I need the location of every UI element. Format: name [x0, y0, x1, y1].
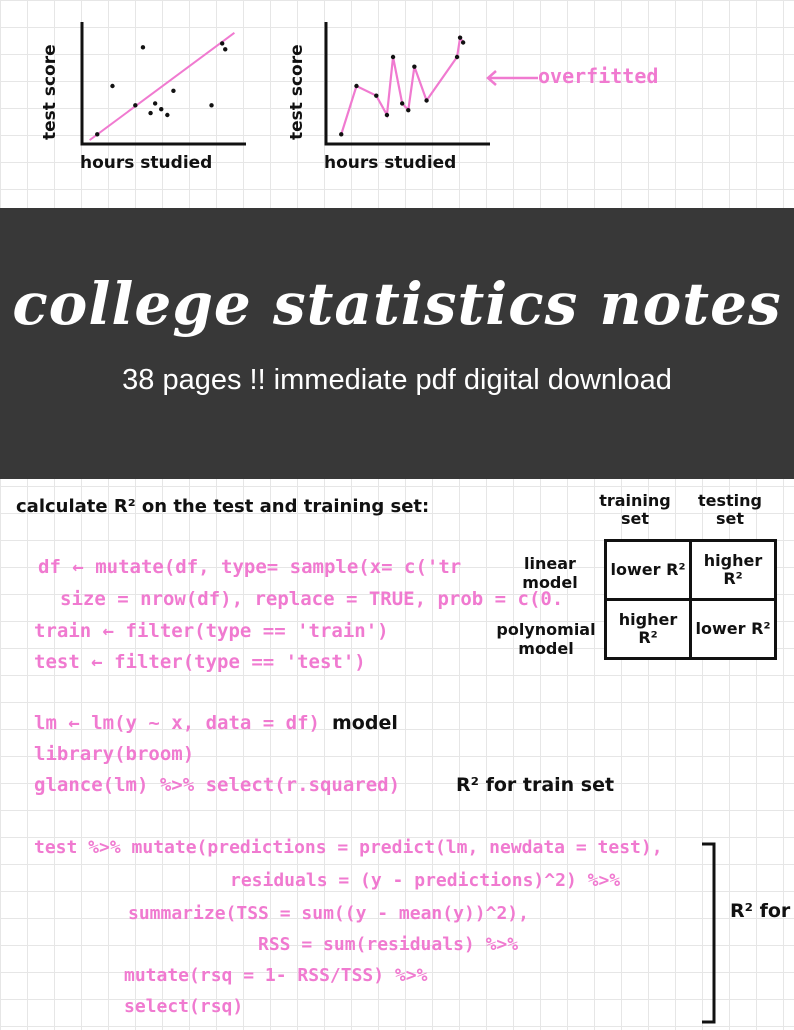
model-label: model: [332, 712, 398, 734]
col-header-testing: testing set: [698, 491, 762, 528]
data-point: [165, 113, 169, 117]
data-point: [354, 84, 358, 88]
chart1-ylabel: test score: [40, 44, 60, 140]
code-line: test %>% mutate(predictions = predict(lm, newdata = test),: [34, 837, 663, 858]
cell-linear-test: higher R²: [691, 541, 776, 600]
code-line: train ← filter(type == 'train'): [34, 620, 389, 642]
data-point: [406, 108, 410, 112]
r2-table: [604, 539, 777, 660]
library-code: library(broom): [34, 743, 195, 765]
data-point: [110, 84, 114, 88]
data-point: [171, 89, 175, 93]
row-header-linear: linear model: [522, 554, 578, 592]
data-point: [148, 111, 152, 115]
test-r2-label: R² for: [730, 900, 791, 922]
train-r2-label: R² for train set: [456, 774, 615, 796]
data-point: [458, 35, 462, 39]
banner-title: college statistics notes: [12, 270, 782, 338]
data-point: [400, 101, 404, 105]
overfit-chart: [320, 22, 490, 150]
glance-code: glance(lm) %>% select(r.squared): [34, 774, 401, 796]
data-point: [424, 98, 428, 102]
code-line: mutate(rsq = 1- RSS/TSS) %>%: [124, 965, 428, 986]
data-point: [209, 103, 213, 107]
cell-poly-test: lower R²: [691, 600, 776, 659]
data-point: [412, 64, 416, 68]
data-point: [141, 45, 145, 49]
data-point: [223, 47, 227, 51]
cell-linear-train: lower R²: [606, 541, 691, 600]
model-code: lm ← lm(y ~ x, data = df): [34, 712, 320, 734]
chart2-xlabel: hours studied: [324, 153, 457, 173]
data-point: [385, 113, 389, 117]
arrow-left-icon: [484, 68, 540, 88]
right-bracket: [700, 840, 720, 1026]
code-line: summarize(TSS = sum((y - mean(y))^2),: [128, 903, 529, 924]
row-header-polynomial: polynomial model: [496, 620, 596, 658]
col-header-training: training set: [599, 491, 671, 528]
chart1-xlabel: hours studied: [80, 153, 213, 173]
axes: [326, 22, 490, 144]
data-point: [391, 55, 395, 59]
series-line: [341, 38, 463, 135]
data-point: [455, 55, 459, 59]
title-banner: [0, 208, 794, 479]
data-point: [339, 132, 343, 136]
banner-subtitle: 38 pages !! immediate pdf digital download: [122, 364, 672, 396]
data-point: [95, 132, 99, 136]
code-line: size = nrow(df), replace = TRUE, prob = c(0.: [60, 588, 564, 610]
data-point: [159, 107, 163, 111]
code-line: residuals = (y - predictions)^2) %>%: [230, 870, 621, 891]
code-line: select(rsq): [124, 996, 244, 1017]
chart2-ylabel: test score: [287, 44, 307, 140]
cell-poly-train: higher R²: [606, 600, 691, 659]
code-line: RSS = sum(residuals) %>%: [258, 934, 519, 955]
scatter-chart: [76, 22, 246, 150]
notes-heading: calculate R² on the test and training set:: [16, 496, 430, 517]
data-point: [133, 103, 137, 107]
data-point: [220, 41, 224, 45]
overfitted-annotation: overfitted: [538, 64, 659, 88]
axes: [82, 22, 246, 144]
code-line: test ← filter(type == 'test'): [34, 651, 366, 673]
data-point: [374, 93, 378, 97]
data-point: [153, 101, 157, 105]
code-line: df ← mutate(df, type= sample(x= c('tr: [38, 556, 462, 578]
data-point: [461, 40, 465, 44]
